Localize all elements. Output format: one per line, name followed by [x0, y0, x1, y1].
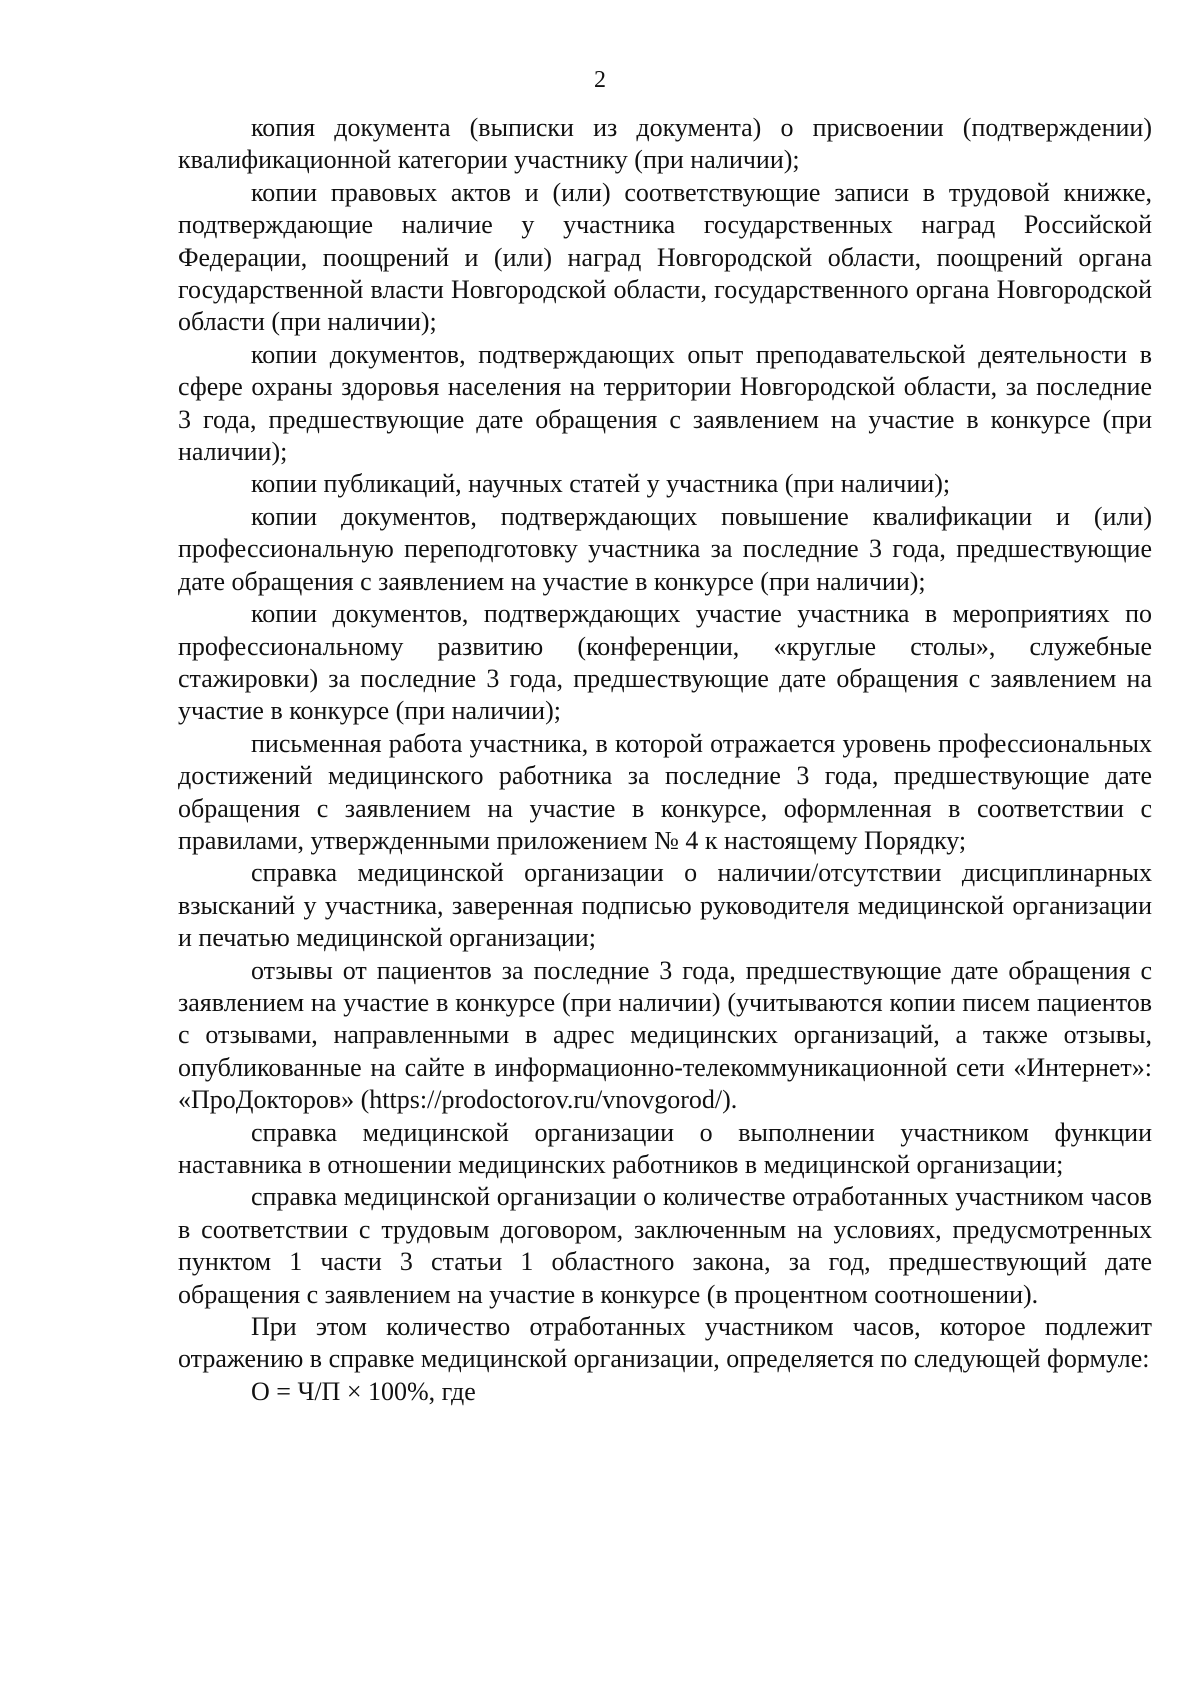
paragraph-patient-reviews: отзывы от пациентов за последние 3 года, предшествующие дате обращения с заявлением на участие в конкурсе (при наличии) (учитываются копии писем пациентов с отзывами, направленными в адрес медицинских организаций, а также отзывы, опубликованные на сайте в информационно-телекоммуникационной сети «Интернет»: «ПроДокторов» (https://prodoctorov.ru/vnovgorod/).: [178, 955, 1152, 1115]
paragraph-publications: копии публикаций, научных статей у участника (при наличии);: [251, 469, 951, 499]
paragraph-mentoring-certificate: справка медицинской организации о выполнении участником функции наставника в отношении медицинских работников в медицинской организации;: [178, 1117, 1152, 1179]
paragraph-qualification-upgrade: копии документов, подтверждающих повышение квалификации и (или) профессиональную переподготовку участника за последние 3 года, предшествующие дате обращения с заявлением на участие в конкурсе (при наличии);: [178, 501, 1152, 596]
paragraph-professional-events: копии документов, подтверждающих участие участника в мероприятиях по профессиональному развитию (конференции, «круглые столы», служебные стажировки) за последние 3 года, предшествующие дате обращения с заявлением на участие в конкурсе (при наличии);: [178, 599, 1152, 726]
paragraph-disciplinary-certificate: справка медицинской организации о наличии/отсутствии дисциплинарных взысканий у участника, заверенная подписью руководителя медицинской организации и печатью медицинской организации;: [178, 858, 1152, 953]
document-body: [178, 112, 1152, 1408]
page-number: 2: [594, 67, 606, 93]
paragraph-hours-note: При этом количество отработанных участником часов, которое подлежит отражению в справке медицинской организации, определяется по следующей формуле:: [178, 1312, 1152, 1374]
paragraph-written-work: письменная работа участника, в которой отражается уровень профессиональных достижений медицинского работника за последние 3 года, предшествующие дате обращения с заявлением на участие в конкурсе, оформленная в соответствии с правилами, утвержденными приложением № 4 к настоящему Порядку;: [178, 728, 1152, 855]
paragraph-formula: О = Ч/П × 100%, где: [251, 1376, 476, 1406]
paragraph-hours-certificate: справка медицинской организации о количестве отработанных участником часов в соответствии с трудовым договором, заключенным на условиях, предусмотренных пунктом 1 части 3 статьи 1 областного закона, за год, предшествующий дате обращения с заявлением на участие в конкурсе (в процентном соотношении).: [178, 1182, 1152, 1309]
paragraph-qualification-category: копия документа (выписки из документа) о присвоении (подтверждении) квалификационной категории участнику (при наличии);: [178, 113, 1152, 175]
paragraph-awards: копии правовых актов и (или) соответствующие записи в трудовой книжке, подтверждающие наличие у участника государственных наград Российской Федерации, поощрений и (или) наград Новгородской области, поощрений органа государственной власти Новгородской области, государственного органа Новгородской области (при наличии);: [178, 177, 1152, 337]
paragraph-teaching-experience: копии документов, подтверждающих опыт преподавательской деятельности в сфере охраны здоровья населения на территории Новгородской области, за последние 3 года, предшествующие дате обращения с заявлением на участие в конкурсе (при наличии);: [178, 339, 1152, 467]
